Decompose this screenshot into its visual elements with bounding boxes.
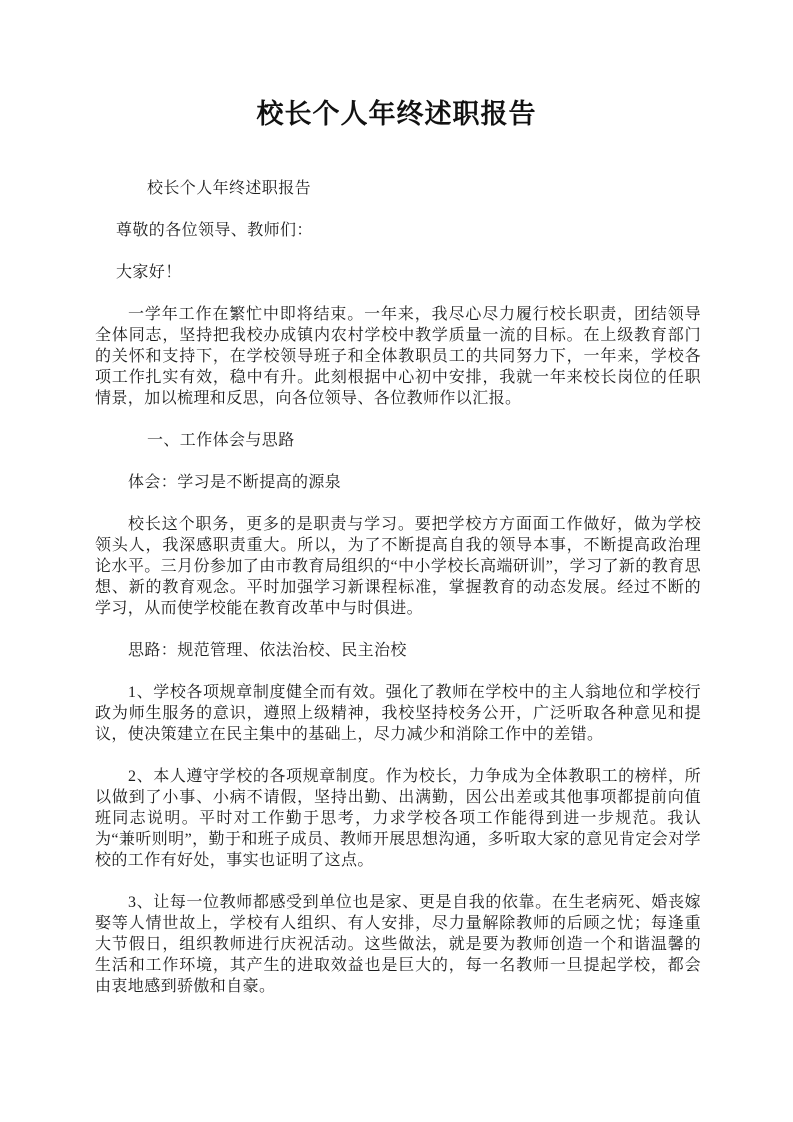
paragraph: 1、学校各项规章制度健全而有效。强化了教师在学校中的主人翁地位和学校行政为师生服务的意识，遵照上级精神，我校坚持校务公开，广泛听取各种意见和提议，使决策建立在民主集中的基础上，尽力减少和消除工作中的差错。 xyxy=(95,684,701,743)
paragraph: 大家好！ xyxy=(116,264,182,281)
paragraph: 校长个人年终述职报告 xyxy=(147,180,312,197)
paragraph: 一、工作体会与思路 xyxy=(147,432,295,449)
document-body xyxy=(95,178,701,997)
paragraph: 一学年工作在繁忙中即将结束。一年来，我尽心尽力履行校长职责，团结领导全体同志，坚持把我校办成镇内农村学校中教学质量一流的目标。在上级教育部门的关怀和支持下，在学校领导班子和全体教职员工的共同努力下，一年来，学校各项工作扎实有效，稳中有升。此刻根据中心初中安排，我就一年来校长岗位的任职情景，加以梳理和反思，向各位领导、各位教师作以汇报。 xyxy=(95,306,701,407)
paragraph: 2、本人遵守学校的各项规章制度。作为校长，力争成为全体教职工的榜样，所以做到了小事、小病不请假，坚持出勤、出满勤，因公出差或其他事项都提前向值班同志说明。平时对工作勤于思考，力求学校各项工作能得到进一步规范。我认为“兼听则明”，勤于和班子成员、教师开展思想沟通，多听取大家的意见肯定会对学校的工作有好处，事实也证明了这点。 xyxy=(95,768,701,869)
document-title: 校长个人年终述职报告 xyxy=(256,99,537,129)
paragraph: 思路：规范管理、依法治校、民主治校 xyxy=(128,642,407,659)
paragraph: 校长这个职务，更多的是职责与学习。要把学校方方面面工作做好，做为学校领头人，我深感职责重大。所以，为了不断提高自我的领导本事，不断提高政治理论水平。三月份参加了由市教育局组织的“中小学校长高端研训”，学习了新的教育思想、新的教育观念。平时加强学习新课程标准，掌握教育的动态发展。经过不断的学习，从而使学校能在教育改革中与时俱进。 xyxy=(95,516,701,617)
paragraph: 尊敬的各位领导、教师们： xyxy=(116,222,313,239)
paragraph: 3、让每一位教师都感受到单位也是家、更是自我的依靠。在生老病死、婚丧嫁娶等人情世故上，学校有人组织、有人安排，尽力量解除教师的后顾之忧；每逢重大节假日，组织教师进行庆祝活动。这些做法，就是要为教师创造一个和谐温馨的生活和工作环境，其产生的进取效益也是巨大的，每一名教师一旦提起学校，都会由衷地感到骄傲和自豪。 xyxy=(95,894,701,995)
paragraph: 体会：学习是不断提高的源泉 xyxy=(128,474,342,491)
